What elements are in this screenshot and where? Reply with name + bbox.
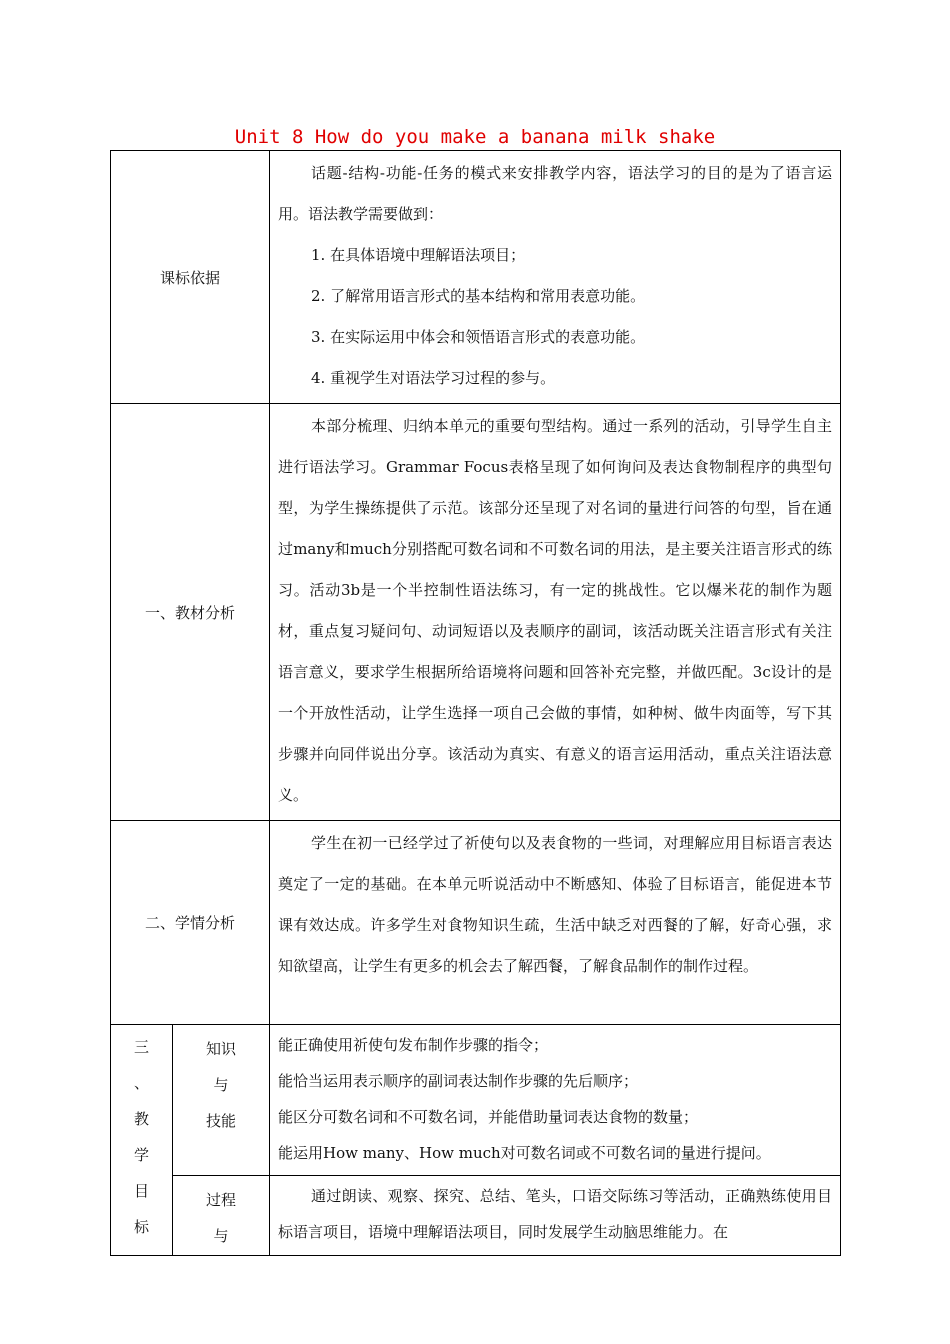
- material-text: 本部分梳理、归纳本单元的重要句型结构。通过一系列的活动，引导学生自主进行语法学习。Grammar Focus表格呈现了如何询问及表达食物制程序的典型句型，为学生操练提供了示范。该部分还呈现了对名词的量进行问答的句型，旨在通过many和much分别搭配可数名词和不可数名词的用法，是主要关注语言形式的练习。活动3b是一个半控制性语法练习，有一定的挑战性。它以爆米花的制作为题材，重点复习疑问句、动词短语以及表顺序的副词，该活动既关注语言形式有关注语言意义，要求学生根据所给语境将问题和回答补充完整，并做匹配。3c设计的是一个开放性活动，让学生选择一项自己会做的事情，如种树、做牛肉面等，写下其步骤并向同伴说出分享。该活动为真实、有意义的语言运用活动，重点关注语法意义。: [278, 417, 833, 804]
- process-text: 通过朗读、观察、探究、总结、笔头，口语交际练习等活动，正确熟练使用目标语言项目，语境中理解语法项目，同时发展学生动脑思维能力。在: [278, 1187, 833, 1241]
- basis-item: 2. 了解常用语言形式的基本结构和常用表意功能。: [311, 287, 646, 305]
- basis-row: [111, 151, 841, 404]
- learner-text: 学生在初一已经学过了祈使句以及表食物的一些词，对理解应用目标语言表达奠定了一定的基础。在本单元听说活动中不断感知、体验了目标语言，能促进本节课有效达成。许多学生对食物知识生疏，生活中缺乏对西餐的了解，好奇心强，求知欲望高，让学生有更多的机会去了解西餐，了解食品制作的制作过程。: [278, 834, 833, 975]
- learner-label: 二、学情分析: [111, 821, 270, 1025]
- lesson-plan-table: [110, 150, 841, 1256]
- goals-process-row: [111, 1176, 841, 1256]
- goals-knowledge-row: [111, 1025, 841, 1176]
- knowledge-content: [270, 1025, 841, 1176]
- document-title: Unit 8 How do you make a banana milk shake: [234, 126, 716, 148]
- goals-label: 三 、 教 学 目 标: [111, 1025, 173, 1256]
- process-content: [270, 1176, 841, 1256]
- basis-item: 3. 在实际运用中体会和领悟语言形式的表意功能。: [311, 328, 646, 346]
- learner-row: [111, 821, 841, 1025]
- knowledge-label: 知识 与 技能: [173, 1025, 270, 1176]
- knowledge-line: 能恰当运用表示顺序的副词表达制作步骤的先后顺序；: [278, 1072, 639, 1090]
- basis-intro: 话题-结构-功能-任务的模式来安排教学内容，语法学习的目的是为了语言运用。语法教学需要做到：: [278, 164, 833, 223]
- material-content: [270, 404, 841, 821]
- knowledge-line: 能区分可数名词和不可数名词，并能借助量词表达食物的数量；: [278, 1108, 699, 1126]
- material-row: [111, 404, 841, 821]
- material-label: 一、教材分析: [111, 404, 270, 821]
- basis-content: [270, 151, 841, 404]
- basis-item: 1. 在具体语境中理解语法项目；: [311, 246, 526, 264]
- knowledge-line: 能正确使用祈使句发布制作步骤的指令；: [278, 1036, 549, 1054]
- basis-list: [278, 235, 832, 399]
- process-label: 过程 与: [173, 1176, 270, 1256]
- learner-content: [270, 821, 841, 1025]
- basis-label: 课标依据: [111, 151, 270, 404]
- knowledge-line: 能运用How many、How much对可数名词或不可数名词的量进行提问。: [278, 1144, 771, 1162]
- basis-item: 4. 重视学生对语法学习过程的参与。: [311, 369, 556, 387]
